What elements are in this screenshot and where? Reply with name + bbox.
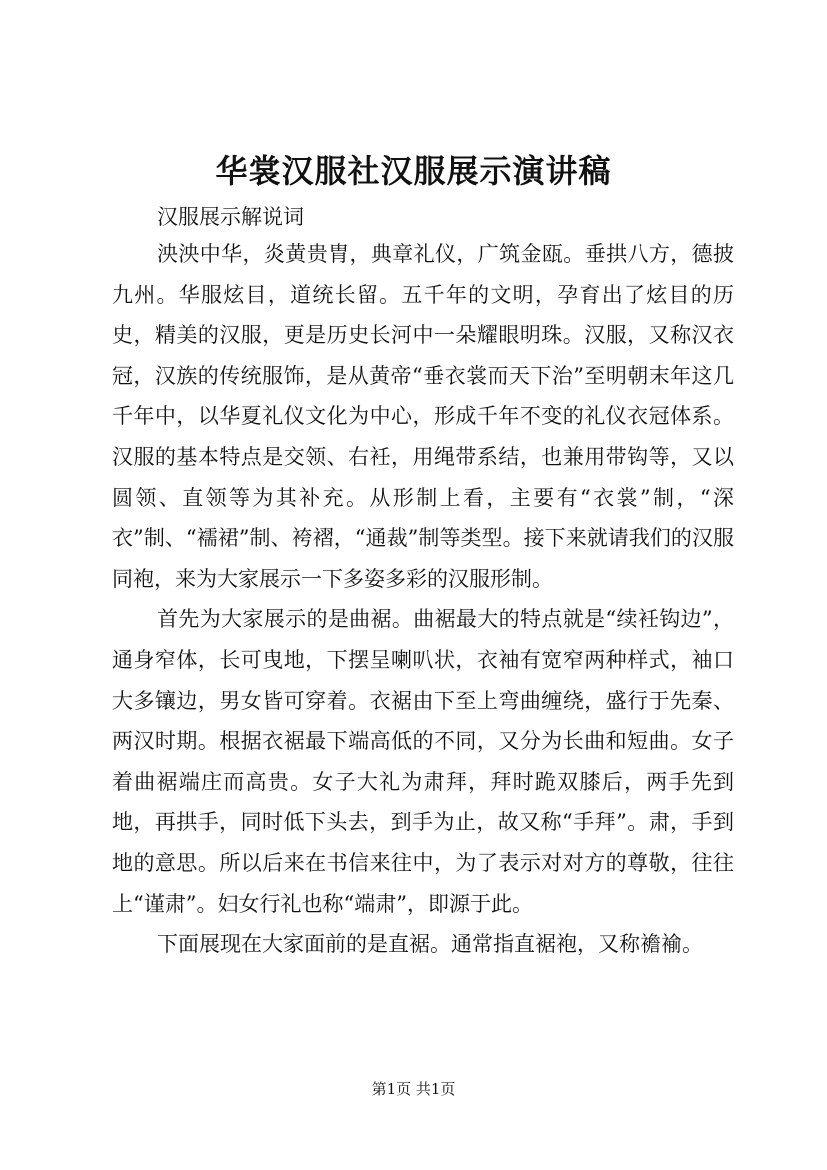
- page-footer: 第1页 共1页: [371, 1080, 456, 1098]
- paragraph: 泱泱中华，炎黄贵胄，典章礼仪，广筑金瓯。垂拱八方，德披九州。华服炫目，道统长留。五千年的文明，孕育出了炫目的历史，精美的汉服，更是历史长河中一朵耀眼明珠。汉服，又称汉衣冠，汉族的传统服饰，是从黄帝“垂衣裳而天下治”至明朝末年这几千年中，以华夏礼仪文化为中心，形成千年不变的礼仪衣冠体系。汉服的基本特点是交领、右衽，用绳带系结，也兼用带钩等，又以圆领、直领等为其补充。从形制上看，主要有“衣裳”制，“深衣”制、“襦裙”制、袴褶，“通裁”制等类型。接下来就请我们的汉服同袍，来为大家展示一下多姿多彩的汉服形制。: [112, 242, 734, 591]
- paragraph: 首先为大家展示的是曲裾。曲裾最大的特点就是“续衽钩边”，通身窄体，长可曳地，下摆呈喇叭状，衣袖有宽窄两种样式，袖口大多镶边，男女皆可穿着。衣裾由下至上弯曲缠绕，盛行于先秦、两汉时期。根据衣裾最下端高低的不同，又分为长曲和短曲。女子着曲裾端庄而高贵。女子大礼为肃拜，拜时跪双膝后，两手先到地，再拱手，同时低下头去，到手为止，故又称“手拜”。肃，手到地的意思。所以后来在书信来往中，为了表示对对方的尊敬，往往上“谨肃”。妇女行礼也称“端肃”，即源于此。: [112, 607, 734, 916]
- document-subtitle: 汉服展示解说词: [157, 205, 304, 229]
- paragraph: 下面展现在大家面前的是直裾。通常指直裾袍，又称襜褕。: [157, 932, 703, 957]
- document-title: 华裳汉服社汉服展示演讲稿: [215, 152, 612, 190]
- document-body: [112, 234, 734, 965]
